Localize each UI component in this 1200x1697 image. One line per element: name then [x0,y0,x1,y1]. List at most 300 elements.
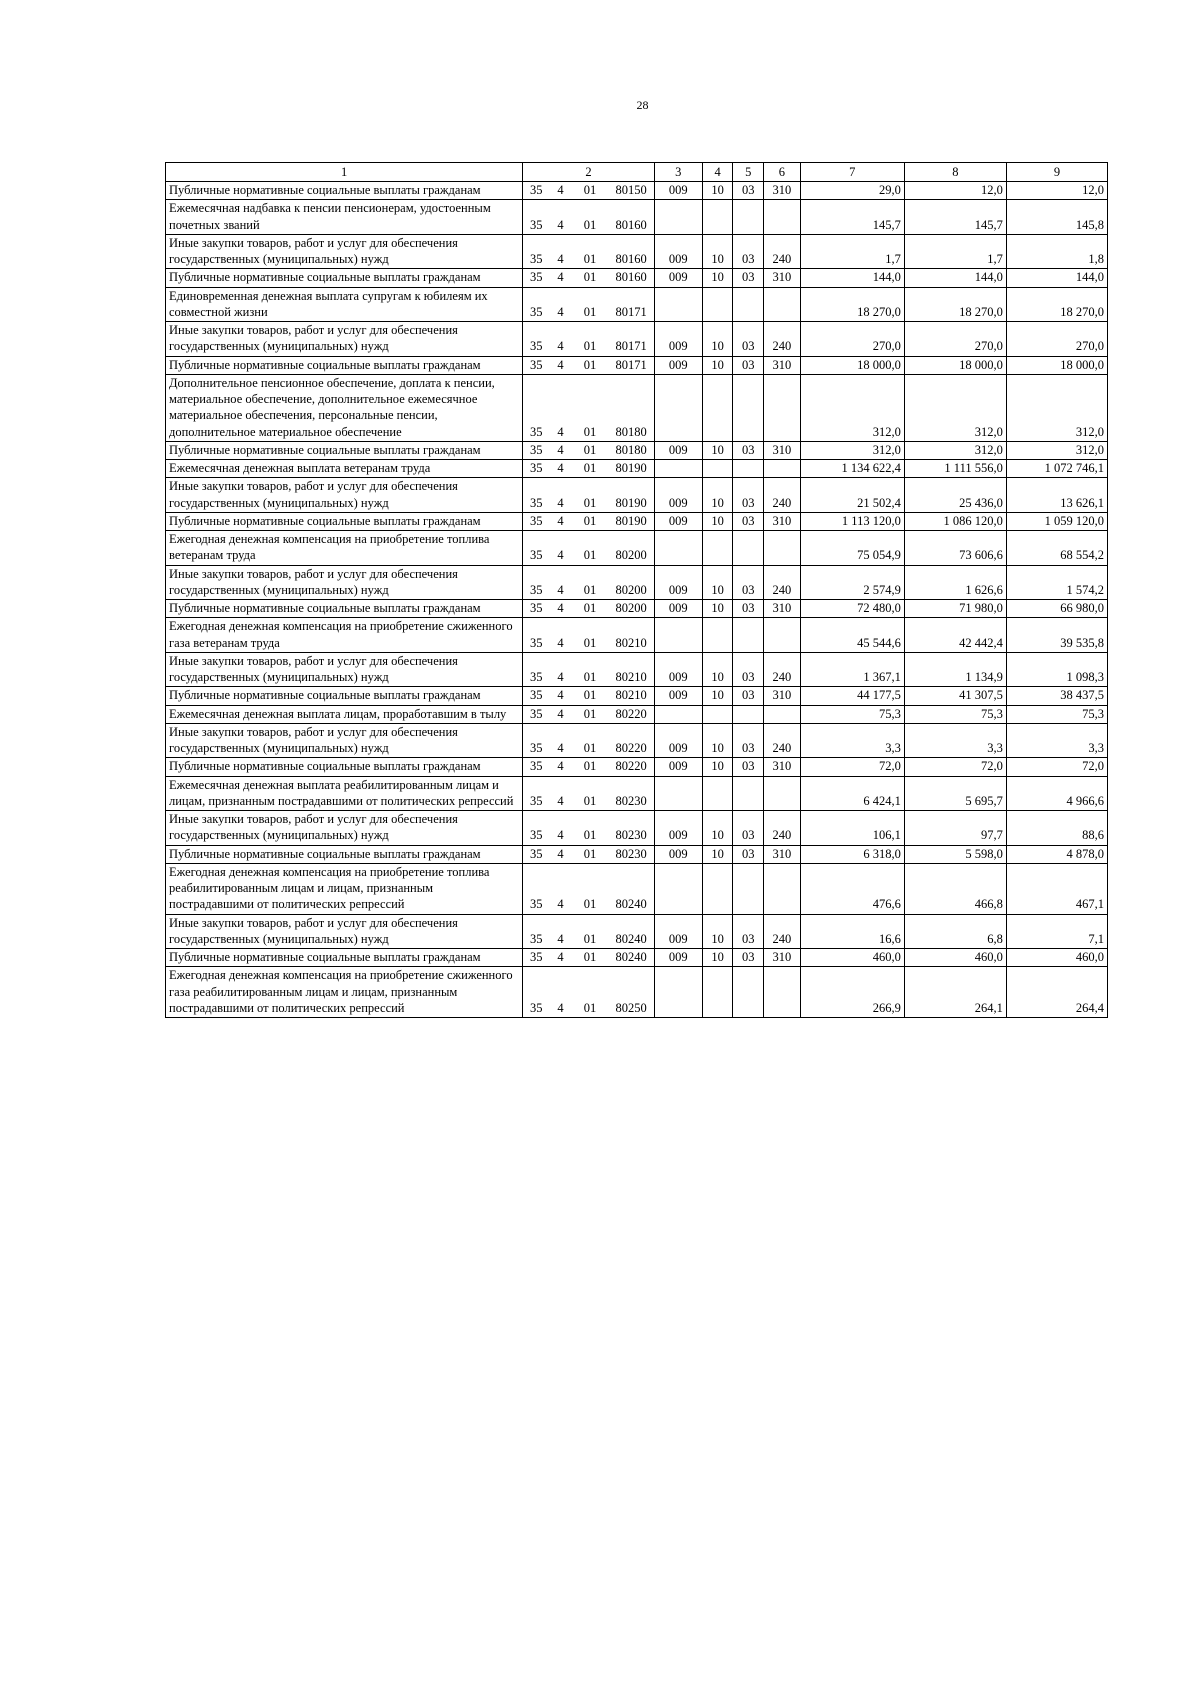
cell-c9: 4 878,0 [1006,845,1107,863]
cell-c5: 03 [733,478,764,513]
cell-c9: 18 000,0 [1006,356,1107,374]
cell-c6: 240 [764,652,801,687]
cell-c2b: 4 [549,565,571,600]
cell-c2b: 4 [549,512,571,530]
row-name-cell: Дополнительное пенсионное обеспечение, доплата к пенсии, материальное обеспечение, дополнительное ежемесячное материальное обеспечения, персональные пенсии, дополнительное материальное обеспечение [166,374,523,441]
table-body [166,182,1108,1018]
cell-c8: 12,0 [904,182,1006,200]
cell-c9: 72,0 [1006,758,1107,776]
table-row [166,776,1108,811]
cell-c6 [764,374,801,441]
cell-c7: 460,0 [800,949,904,967]
cell-c2c: 01 [572,269,609,287]
table-row [166,723,1108,758]
cell-c8: 460,0 [904,949,1006,967]
cell-c8: 270,0 [904,322,1006,357]
cell-c2b: 4 [549,460,571,478]
cell-c2a: 35 [523,845,550,863]
cell-c5: 03 [733,512,764,530]
cell-c8: 42 442,4 [904,618,1006,653]
cell-c2d: 80190 [608,460,654,478]
cell-c2a: 35 [523,287,550,322]
table-row [166,531,1108,566]
cell-c4 [702,863,733,914]
table-row [166,618,1108,653]
table-row [166,811,1108,846]
cell-c4: 10 [702,600,733,618]
cell-c2c: 01 [572,845,609,863]
cell-c9: 18 270,0 [1006,287,1107,322]
table-row [166,356,1108,374]
cell-c5 [733,374,764,441]
cell-c2a: 35 [523,600,550,618]
header-col-2: 2 [523,163,655,182]
cell-c9: 3,3 [1006,723,1107,758]
cell-c6: 310 [764,758,801,776]
cell-c9: 1 574,2 [1006,565,1107,600]
cell-c2c: 01 [572,565,609,600]
cell-c7: 3,3 [800,723,904,758]
cell-c2a: 35 [523,478,550,513]
cell-c2a: 35 [523,200,550,235]
cell-c2a: 35 [523,863,550,914]
cell-c5: 03 [733,652,764,687]
cell-c5: 03 [733,600,764,618]
cell-c3: 009 [654,652,702,687]
cell-c2d: 80240 [608,949,654,967]
cell-c2b: 4 [549,723,571,758]
cell-c2a: 35 [523,322,550,357]
cell-c8: 3,3 [904,723,1006,758]
row-name-cell: Ежемесячная денежная выплата лицам, проработавшим в тылу [166,705,523,723]
cell-c3: 009 [654,914,702,949]
cell-c2d: 80220 [608,723,654,758]
cell-c6 [764,287,801,322]
table-row [166,478,1108,513]
cell-c3: 009 [654,845,702,863]
table-row [166,269,1108,287]
header-col-6: 6 [764,163,801,182]
table-row [166,200,1108,235]
cell-c7: 476,6 [800,863,904,914]
cell-c2a: 35 [523,374,550,441]
cell-c3: 009 [654,600,702,618]
cell-c7: 18 270,0 [800,287,904,322]
cell-c5: 03 [733,565,764,600]
row-name-cell: Иные закупки товаров, работ и услуг для обеспечения государственных (муниципальных) нужд [166,478,523,513]
table-row [166,441,1108,459]
cell-c5 [733,287,764,322]
cell-c6: 240 [764,914,801,949]
cell-c4: 10 [702,269,733,287]
row-name-cell: Публичные нормативные социальные выплаты гражданам [166,356,523,374]
cell-c2a: 35 [523,705,550,723]
cell-c4 [702,705,733,723]
cell-c2d: 80240 [608,914,654,949]
cell-c6: 310 [764,182,801,200]
cell-c7: 72,0 [800,758,904,776]
cell-c9: 7,1 [1006,914,1107,949]
cell-c7: 312,0 [800,374,904,441]
cell-c2d: 80210 [608,687,654,705]
cell-c7: 1,7 [800,234,904,269]
cell-c6 [764,531,801,566]
row-name-cell: Ежемесячная денежная выплата реабилитированным лицам и лицам, признанным пострадавшими от политических репрессий [166,776,523,811]
cell-c6: 310 [764,512,801,530]
cell-c2b: 4 [549,845,571,863]
cell-c2d: 80160 [608,269,654,287]
cell-c2c: 01 [572,914,609,949]
cell-c2c: 01 [572,531,609,566]
cell-c3: 009 [654,512,702,530]
row-name-cell: Ежегодная денежная компенсация на приобретение сжиженного газа реабилитированным лицам и лицам, признанным пострадавшими от политических репрессий [166,967,523,1018]
cell-c4: 10 [702,811,733,846]
cell-c4: 10 [702,758,733,776]
cell-c2a: 35 [523,758,550,776]
cell-c5: 03 [733,322,764,357]
row-name-cell: Публичные нормативные социальные выплаты гражданам [166,687,523,705]
cell-c3: 009 [654,234,702,269]
cell-c2d: 80200 [608,531,654,566]
cell-c4: 10 [702,322,733,357]
cell-c9: 460,0 [1006,949,1107,967]
row-name-cell: Публичные нормативные социальные выплаты гражданам [166,600,523,618]
header-col-1: 1 [166,163,523,182]
cell-c2b: 4 [549,441,571,459]
cell-c8: 1 626,6 [904,565,1006,600]
cell-c2b: 4 [549,287,571,322]
cell-c3 [654,618,702,653]
cell-c8: 145,7 [904,200,1006,235]
cell-c3 [654,967,702,1018]
row-name-cell: Иные закупки товаров, работ и услуг для обеспечения государственных (муниципальных) нужд [166,811,523,846]
cell-c7: 6 424,1 [800,776,904,811]
cell-c4: 10 [702,512,733,530]
cell-c2c: 01 [572,182,609,200]
row-name-cell: Ежемесячная надбавка к пенсии пенсионерам, удостоенным почетных званий [166,200,523,235]
cell-c3 [654,200,702,235]
table-row [166,565,1108,600]
cell-c8: 6,8 [904,914,1006,949]
cell-c4: 10 [702,478,733,513]
cell-c7: 6 318,0 [800,845,904,863]
cell-c2b: 4 [549,758,571,776]
cell-c7: 266,9 [800,967,904,1018]
cell-c2b: 4 [549,811,571,846]
cell-c3: 009 [654,322,702,357]
cell-c5: 03 [733,182,764,200]
header-row [166,163,1108,182]
cell-c6 [764,618,801,653]
cell-c4: 10 [702,914,733,949]
cell-c2d: 80250 [608,967,654,1018]
cell-c5: 03 [733,914,764,949]
cell-c2b: 4 [549,269,571,287]
cell-c9: 66 980,0 [1006,600,1107,618]
cell-c4: 10 [702,182,733,200]
cell-c2a: 35 [523,723,550,758]
cell-c4: 10 [702,652,733,687]
cell-c2a: 35 [523,234,550,269]
cell-c5 [733,863,764,914]
cell-c3: 009 [654,758,702,776]
cell-c4 [702,967,733,1018]
cell-c2a: 35 [523,512,550,530]
cell-c2a: 35 [523,182,550,200]
cell-c6: 310 [764,441,801,459]
cell-c2d: 80171 [608,322,654,357]
cell-c8: 312,0 [904,441,1006,459]
cell-c2b: 4 [549,182,571,200]
cell-c7: 21 502,4 [800,478,904,513]
cell-c2b: 4 [549,618,571,653]
cell-c5: 03 [733,269,764,287]
row-name-cell: Ежегодная денежная компенсация на приобретение топлива реабилитированным лицам и лицам, признанным пострадавшими от политических репрессий [166,863,523,914]
cell-c2a: 35 [523,269,550,287]
cell-c8: 18 000,0 [904,356,1006,374]
table-row [166,949,1108,967]
cell-c3: 009 [654,269,702,287]
cell-c8: 1 111 556,0 [904,460,1006,478]
cell-c5 [733,967,764,1018]
cell-c9: 1,8 [1006,234,1107,269]
cell-c3: 009 [654,811,702,846]
cell-c2c: 01 [572,374,609,441]
cell-c5 [733,460,764,478]
cell-c6: 240 [764,234,801,269]
cell-c9: 13 626,1 [1006,478,1107,513]
cell-c7: 144,0 [800,269,904,287]
cell-c7: 106,1 [800,811,904,846]
row-name-cell: Публичные нормативные социальные выплаты гражданам [166,441,523,459]
cell-c4: 10 [702,565,733,600]
cell-c4: 10 [702,234,733,269]
cell-c3 [654,460,702,478]
table-row [166,845,1108,863]
cell-c2b: 4 [549,967,571,1018]
cell-c7: 1 134 622,4 [800,460,904,478]
cell-c2c: 01 [572,967,609,1018]
row-name-cell: Иные закупки товаров, работ и услуг для обеспечения государственных (муниципальных) нужд [166,652,523,687]
row-name-cell: Иные закупки товаров, работ и услуг для обеспечения государственных (муниципальных) нужд [166,914,523,949]
cell-c2b: 4 [549,531,571,566]
cell-c2d: 80220 [608,705,654,723]
row-name-cell: Публичные нормативные социальные выплаты гражданам [166,949,523,967]
cell-c6 [764,705,801,723]
cell-c7: 29,0 [800,182,904,200]
cell-c4 [702,374,733,441]
cell-c7: 2 574,9 [800,565,904,600]
cell-c2a: 35 [523,565,550,600]
cell-c5: 03 [733,845,764,863]
cell-c2d: 80220 [608,758,654,776]
row-name-cell: Ежегодная денежная компенсация на приобретение сжиженного газа ветеранам труда [166,618,523,653]
cell-c2b: 4 [549,687,571,705]
cell-c7: 1 113 120,0 [800,512,904,530]
cell-c7: 44 177,5 [800,687,904,705]
table-row [166,287,1108,322]
row-name-cell: Единовременная денежная выплата супругам к юбилеям их совместной жизни [166,287,523,322]
cell-c6 [764,967,801,1018]
cell-c9: 312,0 [1006,441,1107,459]
cell-c2c: 01 [572,811,609,846]
cell-c2c: 01 [572,949,609,967]
table-row [166,967,1108,1018]
cell-c3 [654,776,702,811]
cell-c7: 312,0 [800,441,904,459]
cell-c2a: 35 [523,967,550,1018]
cell-c6: 240 [764,478,801,513]
cell-c2d: 80230 [608,776,654,811]
cell-c3 [654,531,702,566]
cell-c3: 009 [654,949,702,967]
cell-c6: 310 [764,949,801,967]
row-name-cell: Ежегодная денежная компенсация на приобретение топлива ветеранам труда [166,531,523,566]
cell-c4 [702,287,733,322]
cell-c2a: 35 [523,776,550,811]
table-row [166,460,1108,478]
cell-c2b: 4 [549,374,571,441]
cell-c5: 03 [733,811,764,846]
cell-c5: 03 [733,758,764,776]
table-row [166,687,1108,705]
table-row [166,182,1108,200]
row-name-cell: Иные закупки товаров, работ и услуг для обеспечения государственных (муниципальных) нужд [166,565,523,600]
cell-c7: 270,0 [800,322,904,357]
cell-c9: 467,1 [1006,863,1107,914]
cell-c7: 72 480,0 [800,600,904,618]
cell-c5: 03 [733,441,764,459]
cell-c2c: 01 [572,705,609,723]
header-col-7: 7 [800,163,904,182]
cell-c8: 466,8 [904,863,1006,914]
cell-c8: 97,7 [904,811,1006,846]
cell-c3: 009 [654,356,702,374]
cell-c9: 264,4 [1006,967,1107,1018]
cell-c4: 10 [702,441,733,459]
table-row [166,512,1108,530]
cell-c2c: 01 [572,600,609,618]
cell-c2c: 01 [572,200,609,235]
cell-c2d: 80200 [608,565,654,600]
cell-c6: 310 [764,356,801,374]
row-name-cell: Публичные нормативные социальные выплаты гражданам [166,845,523,863]
cell-c2c: 01 [572,322,609,357]
cell-c2b: 4 [549,356,571,374]
cell-c7: 75 054,9 [800,531,904,566]
cell-c6: 310 [764,600,801,618]
cell-c3: 009 [654,441,702,459]
cell-c2a: 35 [523,618,550,653]
cell-c2b: 4 [549,705,571,723]
cell-c8: 144,0 [904,269,1006,287]
cell-c3 [654,863,702,914]
row-name-cell: Публичные нормативные социальные выплаты гражданам [166,512,523,530]
cell-c6 [764,776,801,811]
table-row [166,863,1108,914]
cell-c7: 75,3 [800,705,904,723]
cell-c2c: 01 [572,723,609,758]
table-row [166,652,1108,687]
cell-c2a: 35 [523,441,550,459]
cell-c2d: 80171 [608,356,654,374]
cell-c2d: 80230 [608,811,654,846]
cell-c7: 18 000,0 [800,356,904,374]
cell-c2a: 35 [523,356,550,374]
cell-c2b: 4 [549,234,571,269]
header-col-5: 5 [733,163,764,182]
cell-c8: 1 086 120,0 [904,512,1006,530]
cell-c5: 03 [733,356,764,374]
cell-c5 [733,531,764,566]
cell-c9: 88,6 [1006,811,1107,846]
cell-c4 [702,618,733,653]
cell-c2b: 4 [549,949,571,967]
table-row [166,705,1108,723]
cell-c4: 10 [702,723,733,758]
cell-c8: 1 134,9 [904,652,1006,687]
cell-c6: 240 [764,723,801,758]
cell-c9: 312,0 [1006,374,1107,441]
cell-c2c: 01 [572,758,609,776]
cell-c2d: 80160 [608,200,654,235]
cell-c5 [733,618,764,653]
row-name-cell: Публичные нормативные социальные выплаты гражданам [166,269,523,287]
cell-c3 [654,705,702,723]
header-col-8: 8 [904,163,1006,182]
cell-c8: 1,7 [904,234,1006,269]
cell-c5: 03 [733,687,764,705]
cell-c8: 75,3 [904,705,1006,723]
cell-c3: 009 [654,182,702,200]
cell-c2c: 01 [572,652,609,687]
table-row [166,758,1108,776]
cell-c9: 1 072 746,1 [1006,460,1107,478]
cell-c2d: 80240 [608,863,654,914]
cell-c9: 4 966,6 [1006,776,1107,811]
cell-c9: 38 437,5 [1006,687,1107,705]
cell-c8: 5 598,0 [904,845,1006,863]
cell-c8: 5 695,7 [904,776,1006,811]
cell-c5: 03 [733,234,764,269]
cell-c8: 72,0 [904,758,1006,776]
cell-c2c: 01 [572,460,609,478]
cell-c2c: 01 [572,478,609,513]
cell-c9: 68 554,2 [1006,531,1107,566]
table-row [166,600,1108,618]
cell-c2b: 4 [549,200,571,235]
cell-c5 [733,776,764,811]
cell-c6: 240 [764,811,801,846]
header-col-4: 4 [702,163,733,182]
cell-c8: 264,1 [904,967,1006,1018]
cell-c4 [702,531,733,566]
table-row [166,322,1108,357]
cell-c9: 75,3 [1006,705,1107,723]
cell-c9: 270,0 [1006,322,1107,357]
cell-c9: 12,0 [1006,182,1107,200]
cell-c6: 240 [764,322,801,357]
row-name-cell: Иные закупки товаров, работ и услуг для обеспечения государственных (муниципальных) нужд [166,234,523,269]
cell-c2d: 80150 [608,182,654,200]
cell-c7: 1 367,1 [800,652,904,687]
cell-c2d: 80230 [608,845,654,863]
cell-c2c: 01 [572,234,609,269]
cell-c6 [764,460,801,478]
cell-c2a: 35 [523,687,550,705]
cell-c2d: 80160 [608,234,654,269]
cell-c2b: 4 [549,600,571,618]
